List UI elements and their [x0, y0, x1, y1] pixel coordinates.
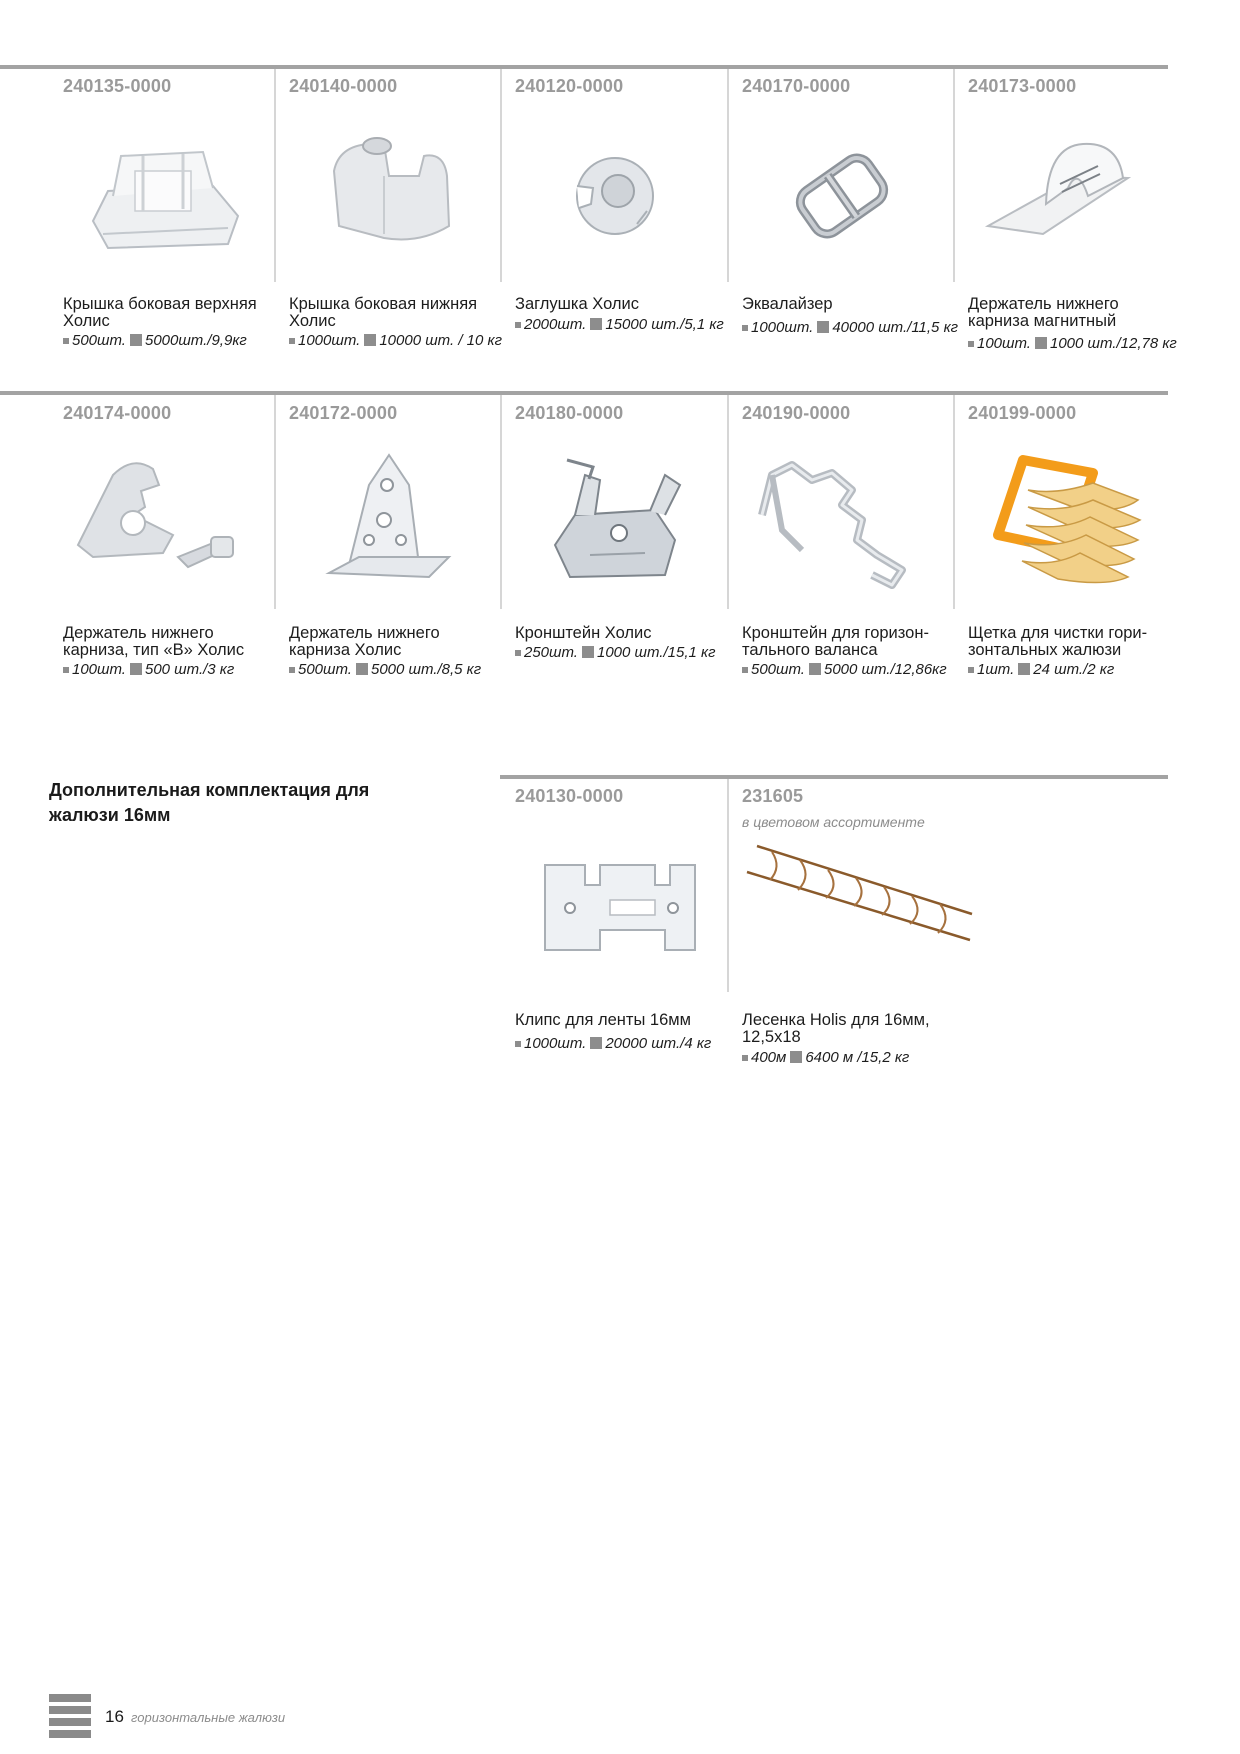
product-code: 240190-0000	[742, 403, 851, 423]
big-pack-qty: 40000 шт./11,5 кг	[832, 319, 959, 336]
small-pack-qty: 500шт.	[751, 661, 805, 678]
product-code: 240130-0000	[515, 786, 624, 806]
small-pack-qty: 1000шт.	[751, 319, 814, 336]
big-pack-qty: 5000 шт./12,86кг	[823, 661, 947, 678]
big-pack-qty: 10000 шт. / 10 кг	[379, 332, 502, 349]
extra-top-rule	[500, 775, 1168, 779]
page-number: 16	[105, 1707, 124, 1726]
section-title: горизонтальные жалюзи	[131, 1710, 286, 1725]
packaging-info	[63, 661, 234, 678]
small-pack-qty: 100шт.	[977, 335, 1031, 352]
packaging-info	[742, 661, 947, 678]
big-pack-icon	[1018, 663, 1030, 675]
packaging-info	[515, 316, 724, 333]
small-pack-qty: 100шт.	[72, 661, 126, 678]
holder-type-b-icon	[63, 445, 273, 605]
small-pack-icon	[968, 341, 974, 347]
big-pack-icon	[130, 334, 142, 346]
product-code: 240174-0000	[63, 403, 172, 423]
small-pack-icon	[515, 322, 521, 328]
big-pack-icon	[790, 1051, 802, 1063]
product-name: Держатель нижнего карниза, тип «B» Холис	[63, 624, 245, 659]
big-pack-icon	[356, 663, 368, 675]
big-pack-qty: 20000 шт./4 кг	[605, 1035, 712, 1052]
packaging-info	[289, 661, 481, 678]
small-pack-icon	[515, 1041, 521, 1047]
small-pack-qty: 500шт.	[298, 661, 352, 678]
big-pack-icon	[1035, 337, 1047, 349]
big-pack-qty: 6400 м /15,2 кг	[805, 1049, 910, 1066]
product-code: 240135-0000	[63, 76, 172, 96]
divider	[953, 395, 955, 609]
small-pack-icon	[742, 325, 748, 331]
divider	[500, 69, 502, 282]
valance-bracket-icon	[742, 445, 952, 605]
small-pack-icon	[515, 650, 521, 656]
product-name: Кронштейн для горизон-тального валанса	[742, 624, 929, 659]
product-code: 240172-0000	[289, 403, 398, 423]
big-pack-icon	[590, 1037, 602, 1049]
big-pack-qty: 1000 шт./12,78 кг	[1049, 335, 1177, 352]
clear-holder-icon	[289, 445, 499, 605]
product-code: 231605	[742, 786, 804, 806]
product-name: Заглушка Холис	[515, 295, 639, 313]
product-code: 240180-0000	[515, 403, 624, 423]
product-name: Держатель нижнего карниза Холис	[289, 624, 440, 659]
cleaning-brush-icon	[968, 445, 1178, 605]
packaging-info	[968, 661, 1114, 678]
metal-bracket-icon	[515, 445, 725, 605]
divider	[727, 69, 729, 282]
big-pack-icon	[590, 318, 602, 330]
product-name: Лесенка Holis для 16мм, 12,5х18	[742, 1011, 930, 1046]
small-pack-qty: 2000шт.	[524, 316, 587, 333]
small-pack-qty: 1000шт.	[298, 332, 361, 349]
divider	[274, 395, 276, 609]
divider	[727, 779, 729, 992]
divider	[727, 395, 729, 609]
section-heading: Дополнительная комплектация для жалюзи 16мм	[49, 780, 370, 825]
side-cap-top-icon	[63, 116, 273, 276]
big-pack-qty: 500 шт./3 кг	[144, 661, 235, 678]
plug-icon	[515, 116, 725, 276]
small-pack-qty: 400м	[751, 1049, 787, 1066]
divider	[953, 69, 955, 282]
divider	[500, 395, 502, 609]
row-2-top-rule	[0, 391, 1168, 395]
blinds-logo-icon	[49, 1694, 91, 1742]
big-pack-qty: 24 шт./2 кг	[1033, 661, 1115, 678]
packaging-info	[742, 319, 958, 336]
product-name: Кронштейн Холис	[515, 624, 652, 642]
small-pack-icon	[289, 338, 295, 344]
big-pack-qty: 15000 шт./5,1 кг	[605, 316, 724, 333]
product-code: 240140-0000	[289, 76, 398, 96]
product-code: 240170-0000	[742, 76, 851, 96]
product-code: 240199-0000	[968, 403, 1077, 423]
small-pack-icon	[742, 1055, 748, 1061]
big-pack-qty: 5000 шт./8,5 кг	[370, 661, 482, 678]
product-name: Щетка для чистки гори-зонтальных жалюзи	[968, 624, 1148, 659]
packaging-info	[515, 1035, 711, 1052]
equalizer-icon	[742, 116, 952, 276]
big-pack-qty: 5000шт./9,9кг	[144, 332, 247, 349]
product-name: Крышка боковая верхняя Холис	[63, 295, 257, 330]
product-name: Клипс для ленты 16мм	[515, 1011, 691, 1029]
product-code: 240173-0000	[968, 76, 1077, 96]
small-pack-icon	[63, 667, 69, 673]
small-pack-qty: 1шт.	[977, 661, 1015, 678]
big-pack-qty: 1000 шт./15,1 кг	[596, 644, 716, 661]
small-pack-icon	[968, 667, 974, 673]
product-note: в цветовом ассортименте	[742, 814, 925, 830]
big-pack-icon	[130, 663, 142, 675]
small-pack-qty: 500шт.	[72, 332, 126, 349]
small-pack-qty: 250шт.	[524, 644, 578, 661]
page-footer	[49, 1694, 549, 1742]
divider	[274, 69, 276, 282]
side-cap-bottom-icon	[289, 116, 499, 276]
packaging-info	[63, 332, 247, 349]
small-pack-icon	[742, 667, 748, 673]
ladder-tape-icon	[742, 832, 982, 992]
small-pack-qty: 1000шт.	[524, 1035, 587, 1052]
small-pack-icon	[63, 338, 69, 344]
row-1-top-rule	[0, 65, 1168, 69]
product-code: 240120-0000	[515, 76, 624, 96]
big-pack-icon	[817, 321, 829, 333]
small-pack-icon	[289, 667, 295, 673]
product-name: Держатель нижнего карниза магнитный	[968, 295, 1119, 330]
big-pack-icon	[809, 663, 821, 675]
magnetic-holder-icon	[968, 116, 1178, 276]
packaging-info	[515, 644, 715, 661]
product-name: Эквалайзер	[742, 295, 833, 313]
packaging-info	[742, 1049, 909, 1066]
big-pack-icon	[582, 646, 594, 658]
big-pack-icon	[364, 334, 376, 346]
packaging-info	[968, 335, 1177, 352]
product-name: Крышка боковая нижняя Холис	[289, 295, 478, 330]
packaging-info	[289, 332, 502, 349]
tape-clip-icon	[515, 830, 725, 990]
